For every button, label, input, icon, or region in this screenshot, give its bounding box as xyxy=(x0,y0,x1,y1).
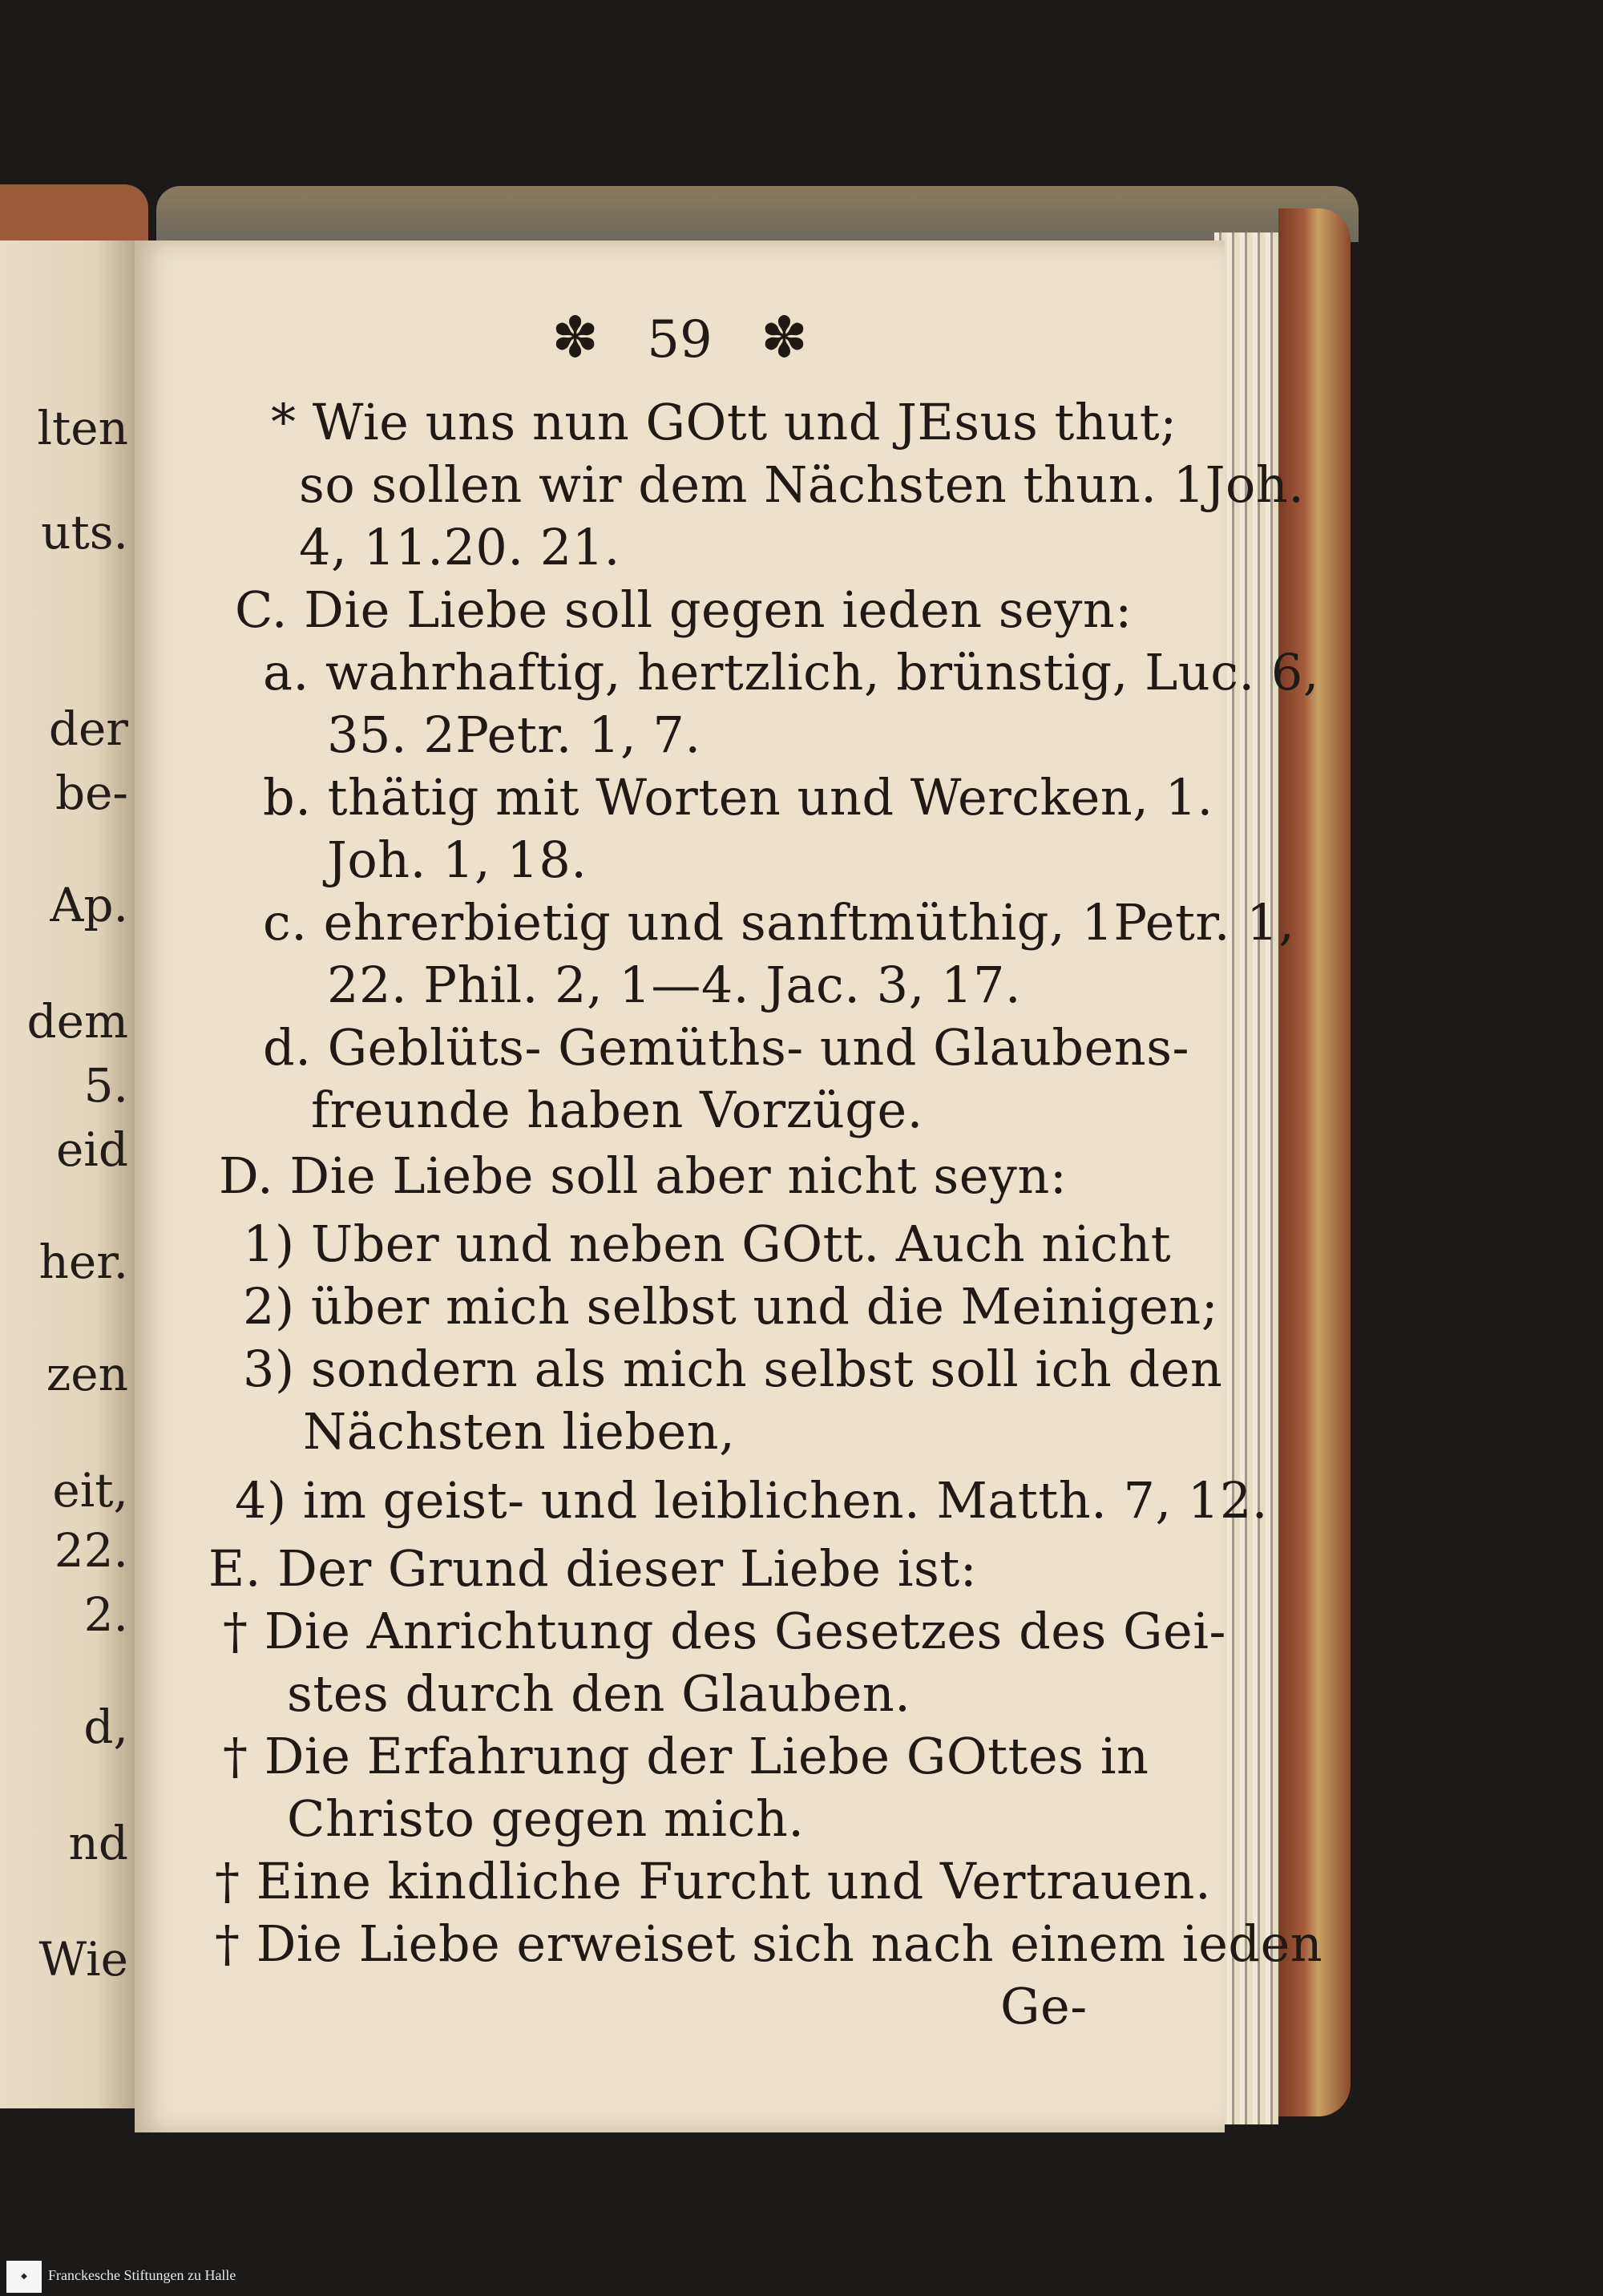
text-line: a. wahrhaftig, hertzlich, brünstig, Luc. 6, xyxy=(263,643,1319,701)
top-book-cover xyxy=(156,186,1359,242)
left-book-cover xyxy=(0,184,148,249)
left-fragment: be- xyxy=(55,766,128,820)
text-line: 3) sondern als mich selbst soll ich den xyxy=(243,1340,1223,1398)
text-line: c. ehrerbietig und sanftmüthig, 1Petr. 1, xyxy=(263,893,1295,952)
left-fragment: Ap. xyxy=(50,878,128,932)
page-header xyxy=(135,305,1225,370)
text-line: d. Geblüts- Gemüths- und Glaubens- xyxy=(263,1018,1190,1077)
left-fragment: 5. xyxy=(83,1058,128,1113)
institution-logo: ◆ xyxy=(6,2261,42,2293)
flower-ornament-icon: ✽ xyxy=(761,305,808,370)
text-line: 4) im geist- und leiblichen. Matth. 7, 12. xyxy=(235,1471,1269,1530)
institution-label: Franckesche Stiftungen zu Halle xyxy=(48,2267,236,2283)
left-fragment: 2. xyxy=(83,1587,128,1642)
footer-bar xyxy=(0,2258,1603,2296)
text-line: C. Die Liebe soll gegen ieden seyn: xyxy=(235,580,1133,639)
text-line: Joh. 1, 18. xyxy=(327,831,587,889)
text-line: * Wie uns nun GOtt und JEsus thut; xyxy=(271,393,1177,451)
left-fragment: zen xyxy=(46,1347,128,1401)
right-page xyxy=(135,241,1323,2132)
text-line: † Die Anrichtung des Gesetzes des Gei- xyxy=(223,1602,1226,1660)
text-line: 2) über mich selbst und die Meinigen; xyxy=(243,1277,1219,1336)
left-page-edge xyxy=(0,241,135,2108)
text-line: freunde haben Vorzüge. xyxy=(311,1081,923,1139)
left-fragment: her. xyxy=(38,1235,128,1289)
left-fragment: Wie xyxy=(38,1932,128,1987)
left-fragment: uts. xyxy=(41,505,128,560)
text-line: 1) Uber und neben GOtt. Auch nicht xyxy=(243,1215,1172,1273)
text-line: b. thätig mit Worten und Wercken, 1. xyxy=(263,768,1213,827)
left-fragment: 22. xyxy=(54,1523,128,1578)
text-line: E. Der Grund dieser Liebe ist: xyxy=(208,1539,978,1598)
text-line: † Eine kindliche Furcht und Vertrauen. xyxy=(215,1852,1212,1910)
text-line: Christo gegen mich. xyxy=(287,1789,805,1848)
text-line: 22. Phil. 2, 1—4. Jac. 3, 17. xyxy=(327,956,1022,1014)
text-line: 4, 11.20. 21. xyxy=(299,518,620,576)
text-line: D. Die Liebe soll aber nicht seyn: xyxy=(219,1146,1068,1205)
left-fragment: dem xyxy=(26,994,128,1049)
text-line: † Die Erfahrung der Liebe GOttes in xyxy=(223,1727,1149,1785)
flower-ornament-icon: ✽ xyxy=(551,305,599,370)
left-fragment: lten xyxy=(37,401,128,455)
left-fragment: eit, xyxy=(52,1463,128,1518)
text-line: † Die Liebe erweiset sich nach einem ieden xyxy=(215,1914,1323,1973)
page-number: 59 xyxy=(647,310,713,370)
text-line: stes durch den Glauben. xyxy=(287,1664,911,1723)
text-line: 35. 2Petr. 1, 7. xyxy=(327,705,701,764)
text-line: Nächsten lieben, xyxy=(303,1402,736,1461)
left-fragment: der xyxy=(48,701,128,756)
text-line: so sollen wir dem Nächsten thun. 1Joh. xyxy=(299,455,1305,514)
left-fragment: nd xyxy=(68,1816,128,1870)
left-fragment: d, xyxy=(83,1700,128,1754)
catchword: Ge- xyxy=(1000,1977,1088,2035)
left-fragment: eid xyxy=(55,1122,128,1177)
